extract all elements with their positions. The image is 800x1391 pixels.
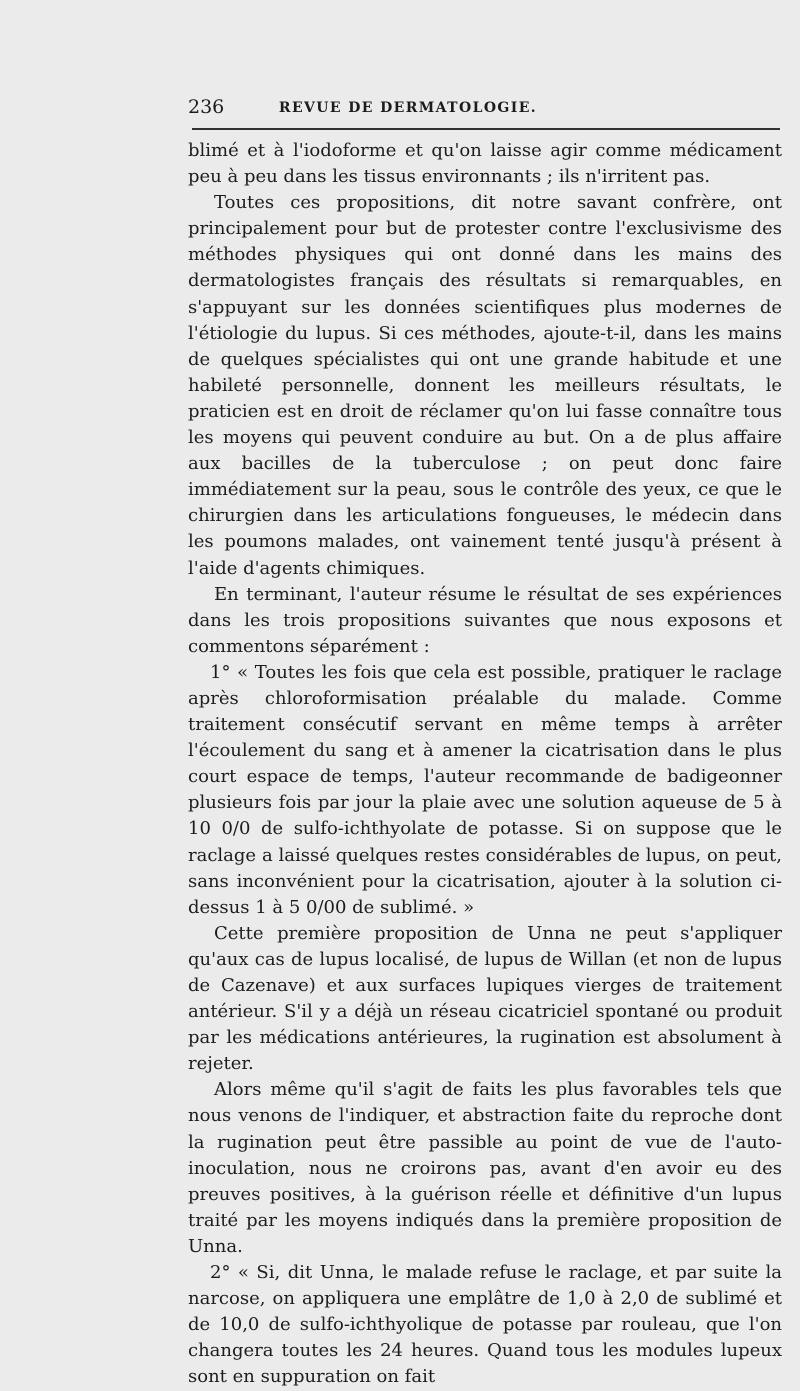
- body-text: [188, 138, 782, 1391]
- numbered-proposition: 1° « Toutes les fois que cela est possible, pratiquer le raclage après chloroformisation préalable du malade. Comme traitement consécutif servant en même temps à arrêter l'écoulement du sang et à amener la cicatrisation dans le plus court espace de temps, l'auteur recommande de badigeonner plusieurs fois par jour la plaie avec une solution aqueuse de 5 à 10 0/0 de sulfo-ichthyolate de potasse. Si on suppose que le raclage a laissé quelques restes considérables de lupus, on peut, sans inconvénient pour la cicatrisation, ajouter à la solution ci-dessus 1 à 5 0/00 de sublimé. »: [188, 661, 782, 918]
- paragraph: Toutes ces propositions, dit notre savant confrère, ont principalement pour but de protester contre l'exclusivisme des méthodes physiques qui ont donné dans les mains des dermatologistes français des résultats si remarquables, en s'appuyant sur les données scientifiques plus modernes de l'étiologie du lupus. Si ces méthodes, ajoute-t-il, dans les mains de quelques spécialistes qui ont une grande habitude et une habileté personnelle, donnent les meilleurs résultats, le praticien est en droit de réclamer qu'on lui fasse connaître tous les moyens qui peuvent conduire au but. On a de plus affaire aux bacilles de la tuberculose ; on peut donc faire immédiatement sur la peau, sous le contrôle des yeux, ce que le chirurgien dans les articulations fongueuses, le médecin dans les poumons malades, ont vainement tenté jusqu'à présent à l'aide d'agents chimiques.: [188, 192, 782, 579]
- header-rule: [192, 128, 780, 130]
- page-number: 236: [188, 96, 225, 118]
- numbered-proposition: 2° « Si, dit Unna, le malade refuse le raclage, et par suite la narcose, on appliquera une emplâtre de 1,0 à 2,0 de sublimé et de 10,0 de sulfo-ichthyolique de potasse par rouleau, que l'on changera toutes les 24 heures. Quand tous les modules lupeux sont en suppuration on fait: [188, 1262, 782, 1388]
- running-head: [0, 96, 800, 122]
- paragraph: Alors même qu'il s'agit de faits les plus favorables tels que nous venons de l'indiquer, et abstraction faite du reproche dont la rugination peut être passible au point de vue de l'auto-inoculation, nous ne croirons pas, avant d'en avoir eu des preuves positives, à la guérison réelle et définitive d'un lupus traité par les moyens indiqués dans la première proposition de Unna.: [188, 1079, 782, 1257]
- paragraph: En terminant, l'auteur résume le résultat de ses expériences dans les trois propositions suivantes que nous exposons et commentons séparément :: [188, 583, 782, 657]
- paragraph-continued: blimé et à l'iodoforme et qu'on laisse agir comme médicament peu à peu dans les tissus environnants ; ils n'irritent pas.: [188, 140, 782, 188]
- journal-title: REVUE DE DERMATOLOGIE.: [278, 100, 538, 116]
- paragraph: Cette première proposition de Unna ne peut s'appliquer qu'aux cas de lupus localisé, de lupus de Willan (et non de lupus de Cazenave) et aux surfaces lupiques vierges de traitement antérieur. S'il y a déjà un réseau cicatriciel spontané ou produit par les médications antérieures, la rugination est absolument à rejeter.: [188, 922, 782, 1075]
